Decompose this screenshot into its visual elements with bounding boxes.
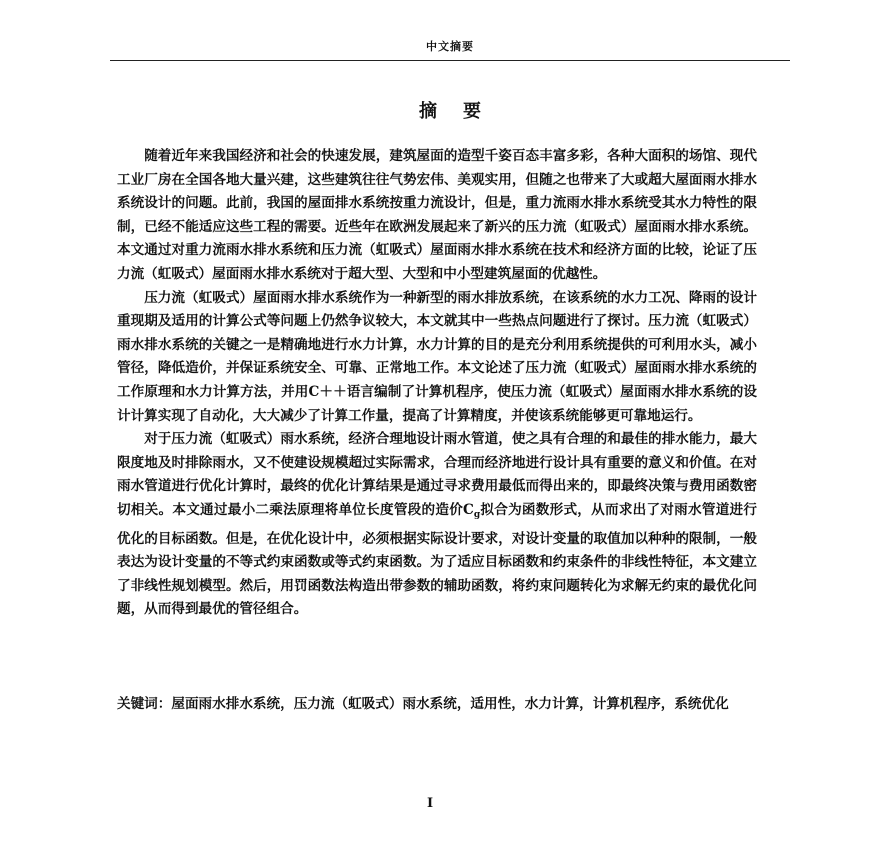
page-number: I xyxy=(426,796,434,811)
running-header: 中文摘要 xyxy=(426,40,474,53)
header-rule xyxy=(110,60,790,61)
keywords-label: 关键词： xyxy=(117,696,172,712)
abstract-paragraph-2: 压力流（虹吸式）屋面雨水排水系统作为一种新型的雨水排放系统，在该系统的水力工况、降雨的设计重现期及适用的计算公式等问题上仍然争议较大，本文就其中一些热点问题进行了探讨。压力流（虹吸式）雨水排水系统的关键之一是精确地进行水力计算，水力计算的目的是充分利用系统提供的可利用水头，减小管径，降低造价，并保证系统安全、可靠、正常地工作。本文论述了压力流（虹吸式）屋面雨水排水系统的工作原理和水力计算方法，并用C＋＋语言编制了计算机程序，使压力流（虹吸式）屋面雨水排水系统的设计计算实现了自动化，大大减少了计算工作量，提高了计算精度，并使该系统能够更可靠地运行。 xyxy=(117,289,757,424)
paragraph-3-before: 对于压力流（虹吸式）雨水系统，经济合理地设计雨水管道，使之具有合理的和最佳的排水能力，最大限度地及时排除雨水，又不使建设规模超过实际需求，合理而经济地进行设计具有重要的意义和价值。在对雨水管道进行优化计算时，最终的优化计算结果是通过寻求费用最低而得出来的，即最终决策与费用函数密切相关。本文通过最小二乘法原理将单位长度管段的造价C xyxy=(117,431,757,518)
abstract-paragraph-3 xyxy=(117,428,757,622)
abstract-paragraph-1: 随着近年来我国经济和社会的快速发展，建筑屋面的造型千姿百态丰富多彩，各种大面积的场馆、现代工业厂房在全国各地大量兴建，这些建筑往往气势宏伟、美观实用，但随之也带来了大或超大屋面雨水排水系统设计的问题。此前，我国的屋面排水系统按重力流设计，但是，重力流雨水排水系统受其水力特性的限制，已经不能适应这些工程的需要。近些年在欧洲发展起来了新兴的压力流（虹吸式）屋面雨水排水系统。本文通过对重力流雨水排水系统和压力流（虹吸式）屋面雨水排水系统在技术和经济方面的比较，论证了压力流（虹吸式）屋面雨水排水系统对于超大型、大型和中小型建筑屋面的优越性。 xyxy=(117,148,757,282)
keywords-text: 屋面雨水排水系统，压力流（虹吸式）雨水系统，适用性，水力计算，计算机程序，系统优化 xyxy=(171,696,729,712)
paragraph-3-after: 拟合为函数形式，从而求出了对雨水管道进行优化的目标函数。但是，在优化设计中，必须根据实际设计要求，对设计变量的取值加以种种的限制，一般表达为设计变量的不等式约束函数或等式约束函数。为了适应目标函数和约束条件的非线性特征，本文建立了非线性规划模型。然后，用罚函数法构造出带参数的辅助函数，将约束问题转化为求解无约束的最优化问题，从而得到最优的管径组合。 xyxy=(117,501,757,618)
cost-subscript: g xyxy=(473,509,481,520)
keywords xyxy=(117,693,757,717)
abstract-body xyxy=(117,145,757,622)
page-title: 摘要 xyxy=(419,101,507,122)
